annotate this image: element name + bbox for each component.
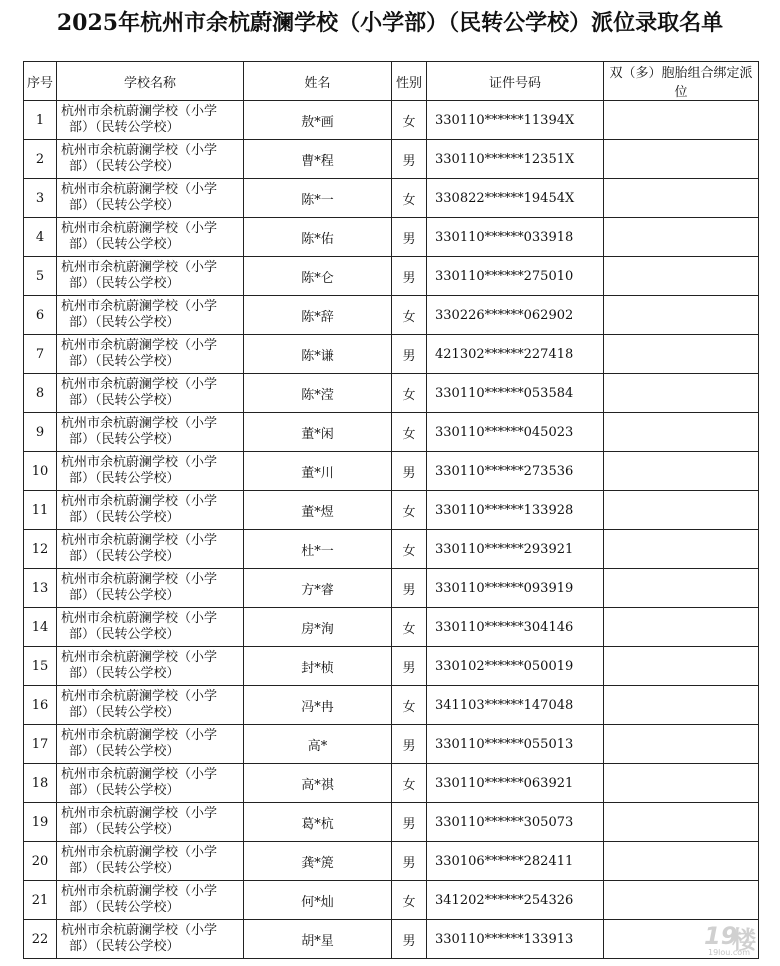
row-name: 冯*冉: [244, 686, 392, 725]
header-id: 证件号码: [427, 62, 604, 101]
row-school: [57, 257, 244, 296]
row-no: 22: [24, 920, 57, 959]
row-twin: [604, 608, 759, 647]
header-twin: 双（多）胞胎组合绑定派位: [604, 62, 759, 101]
row-twin: [604, 491, 759, 530]
table-row: [24, 803, 759, 842]
row-school: [57, 179, 244, 218]
row-name: 方*睿: [244, 569, 392, 608]
school-line-1: 杭州市余杭蔚澜学校（小学: [61, 572, 218, 587]
row-gender: 男: [392, 920, 427, 959]
row-id: 330110******063921: [427, 764, 604, 803]
row-id: 421302******227418: [427, 335, 604, 374]
row-id: 330110******293921: [427, 530, 604, 569]
school-line-1: 杭州市余杭蔚澜学校（小学: [61, 104, 218, 119]
row-id: 330110******12351X: [427, 140, 604, 179]
row-gender: 女: [392, 491, 427, 530]
page-title: 2025年杭州市余杭蔚澜学校（小学部）（民转公学校）派位录取名单: [56, 10, 724, 36]
row-no: 13: [24, 569, 57, 608]
row-twin: [604, 881, 759, 920]
row-id: 341202******254326: [427, 881, 604, 920]
row-name: 龚*箎: [244, 842, 392, 881]
row-twin: [604, 257, 759, 296]
row-id: 330110******273536: [427, 452, 604, 491]
row-gender: 女: [392, 764, 427, 803]
row-no: 8: [24, 374, 57, 413]
row-school: [57, 413, 244, 452]
row-twin: [604, 452, 759, 491]
school-line-1: 杭州市余杭蔚澜学校（小学: [61, 221, 218, 236]
row-gender: 女: [392, 296, 427, 335]
row-school: [57, 452, 244, 491]
header-gender: 性别: [392, 62, 427, 101]
row-gender: 女: [392, 686, 427, 725]
school-line-1: 杭州市余杭蔚澜学校（小学: [61, 650, 218, 665]
row-no: 15: [24, 647, 57, 686]
row-name: 陈*滢: [244, 374, 392, 413]
school-line-1: 杭州市余杭蔚澜学校（小学: [61, 689, 218, 704]
header-no: 序号: [24, 62, 57, 101]
school-line-1: 杭州市余杭蔚澜学校（小学: [61, 338, 218, 353]
school-line-2: 部）（民转公学校）: [69, 939, 180, 954]
row-id: 330110******304146: [427, 608, 604, 647]
row-gender: 女: [392, 179, 427, 218]
row-twin: [604, 218, 759, 257]
row-twin: [604, 803, 759, 842]
table-row: [24, 101, 759, 140]
row-no: 2: [24, 140, 57, 179]
row-id: 330110******133928: [427, 491, 604, 530]
row-school: [57, 140, 244, 179]
row-gender: 男: [392, 257, 427, 296]
school-line-2: 部）（民转公学校）: [69, 159, 180, 174]
table-row: [24, 374, 759, 413]
row-no: 14: [24, 608, 57, 647]
row-name: 陈*仑: [244, 257, 392, 296]
row-gender: 女: [392, 374, 427, 413]
row-no: 7: [24, 335, 57, 374]
table-row: [24, 842, 759, 881]
row-name: 葛*杭: [244, 803, 392, 842]
row-no: 5: [24, 257, 57, 296]
school-line-1: 杭州市余杭蔚澜学校（小学: [61, 299, 218, 314]
row-school: [57, 608, 244, 647]
table-row: [24, 647, 759, 686]
watermark-number: 19: [704, 922, 738, 950]
row-name: 陈*辞: [244, 296, 392, 335]
row-school: [57, 569, 244, 608]
row-no: 1: [24, 101, 57, 140]
row-name: 董*川: [244, 452, 392, 491]
table-row: [24, 140, 759, 179]
row-gender: 男: [392, 647, 427, 686]
school-line-2: 部）（民转公学校）: [69, 120, 180, 135]
school-line-2: 部）（民转公学校）: [69, 315, 180, 330]
school-line-2: 部）（民转公学校）: [69, 354, 180, 369]
row-gender: 男: [392, 842, 427, 881]
admission-list-table: [23, 61, 759, 959]
school-line-2: 部）（民转公学校）: [69, 393, 180, 408]
row-twin: [604, 101, 759, 140]
row-twin: [604, 296, 759, 335]
row-school: [57, 803, 244, 842]
school-line-2: 部）（民转公学校）: [69, 783, 180, 798]
table-row: [24, 413, 759, 452]
row-twin: [604, 530, 759, 569]
school-line-1: 杭州市余杭蔚澜学校（小学: [61, 806, 218, 821]
row-gender: 男: [392, 569, 427, 608]
row-no: 4: [24, 218, 57, 257]
row-gender: 男: [392, 803, 427, 842]
row-twin: [604, 179, 759, 218]
school-line-2: 部）（民转公学校）: [69, 510, 180, 525]
table-row: [24, 530, 759, 569]
row-no: 18: [24, 764, 57, 803]
table-row: [24, 920, 759, 959]
row-twin: [604, 374, 759, 413]
row-school: [57, 920, 244, 959]
row-id: 330110******045023: [427, 413, 604, 452]
school-line-2: 部）（民转公学校）: [69, 588, 180, 603]
row-no: 19: [24, 803, 57, 842]
row-no: 3: [24, 179, 57, 218]
row-name: 敖*画: [244, 101, 392, 140]
school-line-1: 杭州市余杭蔚澜学校（小学: [61, 182, 218, 197]
row-school: [57, 842, 244, 881]
row-gender: 女: [392, 881, 427, 920]
school-line-2: 部）（民转公学校）: [69, 549, 180, 564]
row-no: 12: [24, 530, 57, 569]
row-school: [57, 335, 244, 374]
table-row: [24, 569, 759, 608]
row-gender: 女: [392, 101, 427, 140]
row-gender: 女: [392, 413, 427, 452]
watermark-url: 19lou.com: [708, 948, 750, 957]
row-no: 9: [24, 413, 57, 452]
row-name: 陈*一: [244, 179, 392, 218]
row-no: 21: [24, 881, 57, 920]
row-gender: 男: [392, 335, 427, 374]
school-line-1: 杭州市余杭蔚澜学校（小学: [61, 260, 218, 275]
school-line-2: 部）（民转公学校）: [69, 237, 180, 252]
school-line-2: 部）（民转公学校）: [69, 666, 180, 681]
row-school: [57, 881, 244, 920]
row-twin: [604, 764, 759, 803]
row-id: 330110******093919: [427, 569, 604, 608]
row-id: 330110******133913: [427, 920, 604, 959]
table-row: [24, 452, 759, 491]
school-line-1: 杭州市余杭蔚澜学校（小学: [61, 923, 218, 938]
row-name: 曹*程: [244, 140, 392, 179]
row-name: 高*: [244, 725, 392, 764]
header-name: 姓名: [244, 62, 392, 101]
school-line-1: 杭州市余杭蔚澜学校（小学: [61, 728, 218, 743]
row-id: 330822******19454X: [427, 179, 604, 218]
row-name: 高*祺: [244, 764, 392, 803]
school-line-1: 杭州市余杭蔚澜学校（小学: [61, 767, 218, 782]
row-no: 11: [24, 491, 57, 530]
row-id: 330110******305073: [427, 803, 604, 842]
row-name: 陈*谦: [244, 335, 392, 374]
row-name: 董*闲: [244, 413, 392, 452]
row-id: 330226******062902: [427, 296, 604, 335]
row-id: 330110******275010: [427, 257, 604, 296]
row-twin: [604, 413, 759, 452]
school-line-1: 杭州市余杭蔚澜学校（小学: [61, 845, 218, 860]
school-line-1: 杭州市余杭蔚澜学校（小学: [61, 455, 218, 470]
table-row: [24, 686, 759, 725]
row-no: 17: [24, 725, 57, 764]
row-no: 20: [24, 842, 57, 881]
school-line-2: 部）（民转公学校）: [69, 198, 180, 213]
row-name: 封*桢: [244, 647, 392, 686]
row-gender: 男: [392, 452, 427, 491]
row-id: 330110******11394X: [427, 101, 604, 140]
school-line-1: 杭州市余杭蔚澜学校（小学: [61, 533, 218, 548]
row-id: 330102******050019: [427, 647, 604, 686]
row-school: [57, 491, 244, 530]
row-name: 房*洵: [244, 608, 392, 647]
row-name: 胡*星: [244, 920, 392, 959]
row-school: [57, 764, 244, 803]
school-line-1: 杭州市余杭蔚澜学校（小学: [61, 143, 218, 158]
row-id: 330110******055013: [427, 725, 604, 764]
row-id: 330110******033918: [427, 218, 604, 257]
table-row: [24, 491, 759, 530]
row-id: 330110******053584: [427, 374, 604, 413]
row-twin: [604, 686, 759, 725]
row-school: [57, 686, 244, 725]
table-row: [24, 608, 759, 647]
row-school: [57, 374, 244, 413]
table-row: [24, 257, 759, 296]
row-no: 6: [24, 296, 57, 335]
row-gender: 男: [392, 218, 427, 257]
watermark-char: 楼: [732, 926, 756, 954]
row-gender: 女: [392, 608, 427, 647]
row-twin: [604, 725, 759, 764]
table-row: [24, 179, 759, 218]
row-twin: [604, 140, 759, 179]
row-school: [57, 647, 244, 686]
school-line-1: 杭州市余杭蔚澜学校（小学: [61, 884, 218, 899]
school-line-2: 部）（民转公学校）: [69, 744, 180, 759]
row-name: 杜*一: [244, 530, 392, 569]
row-school: [57, 296, 244, 335]
school-line-2: 部）（民转公学校）: [69, 471, 180, 486]
table-body: [24, 101, 759, 959]
row-no: 16: [24, 686, 57, 725]
school-line-2: 部）（民转公学校）: [69, 432, 180, 447]
header-row: [24, 62, 759, 101]
school-line-2: 部）（民转公学校）: [69, 627, 180, 642]
school-line-1: 杭州市余杭蔚澜学校（小学: [61, 611, 218, 626]
row-no: 10: [24, 452, 57, 491]
header-school: 学校名称: [57, 62, 244, 101]
school-line-2: 部）（民转公学校）: [69, 900, 180, 915]
row-gender: 男: [392, 725, 427, 764]
table-row: [24, 218, 759, 257]
school-line-1: 杭州市余杭蔚澜学校（小学: [61, 494, 218, 509]
row-gender: 男: [392, 140, 427, 179]
school-line-2: 部）（民转公学校）: [69, 861, 180, 876]
row-name: 董*煜: [244, 491, 392, 530]
row-school: [57, 218, 244, 257]
site-watermark: [704, 920, 762, 960]
row-id: 330106******282411: [427, 842, 604, 881]
school-line-2: 部）（民转公学校）: [69, 822, 180, 837]
row-twin: [604, 647, 759, 686]
school-line-1: 杭州市余杭蔚澜学校（小学: [61, 416, 218, 431]
table-row: [24, 725, 759, 764]
row-gender: 女: [392, 530, 427, 569]
table-row: [24, 335, 759, 374]
school-line-2: 部）（民转公学校）: [69, 705, 180, 720]
row-twin: [604, 842, 759, 881]
table-row: [24, 764, 759, 803]
row-name: 何*灿: [244, 881, 392, 920]
row-school: [57, 530, 244, 569]
school-line-2: 部）（民转公学校）: [69, 276, 180, 291]
row-school: [57, 725, 244, 764]
row-school: [57, 101, 244, 140]
row-twin: [604, 569, 759, 608]
row-twin: [604, 335, 759, 374]
table-header: [24, 62, 759, 101]
school-line-1: 杭州市余杭蔚澜学校（小学: [61, 377, 218, 392]
table-row: [24, 881, 759, 920]
row-name: 陈*佑: [244, 218, 392, 257]
table-row: [24, 296, 759, 335]
row-id: 341103******147048: [427, 686, 604, 725]
